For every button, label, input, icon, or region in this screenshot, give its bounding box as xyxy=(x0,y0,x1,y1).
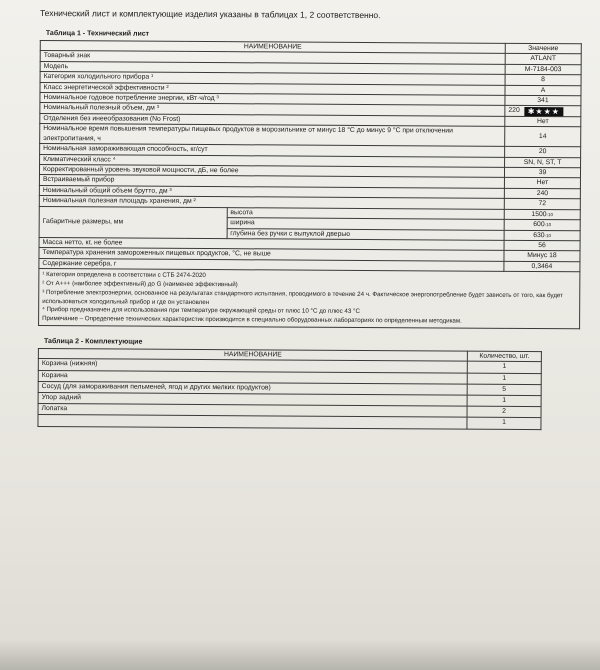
component-qty: 1 xyxy=(467,361,541,373)
dimension-value-cell xyxy=(504,209,580,220)
dimension-tolerance: -10 xyxy=(544,232,552,238)
row-value: 14 xyxy=(505,127,581,147)
row-value: 20 xyxy=(505,147,581,158)
component-name xyxy=(38,415,467,429)
row-name: Класс энергетической эффективности ² xyxy=(40,82,505,95)
header-qty: Количество, шт. xyxy=(467,351,541,362)
table1-notes-row xyxy=(39,269,580,329)
row-value: 341 xyxy=(505,95,581,106)
row-name: Модель xyxy=(40,61,505,74)
dimension-name: ширина xyxy=(227,218,504,230)
bottom-shadow xyxy=(0,640,600,670)
footnote: Примечание – Определение технических характеристик производится в специально оборудованных лабораториях по определенным методикам. xyxy=(42,315,462,325)
component-name: Корзина xyxy=(38,370,467,384)
dimension-tolerance: -10 xyxy=(546,211,554,217)
row-name: Корректированный уровень звуковой мощности, дБ, не более xyxy=(39,165,504,178)
component-qty: 1 xyxy=(467,417,541,429)
row-value: Нет xyxy=(504,178,580,189)
dimension-name: глубина без ручки с выпуклой дверью xyxy=(227,228,504,240)
technical-sheet-table xyxy=(38,40,582,329)
row-value: 220 xyxy=(508,107,520,115)
row-name: Содержание серебра, г xyxy=(39,258,504,271)
component-qty: 5 xyxy=(467,384,541,396)
component-qty: 1 xyxy=(467,373,541,385)
row-name: Номинальное годовое потребление энергии, кВт·ч/год ³ xyxy=(40,93,505,106)
dimension-name: высота xyxy=(227,207,504,219)
row-value-cell xyxy=(505,106,581,117)
component-name: Сосуд (для замораживания пельменей, ягод и других мелких продуктов) xyxy=(38,381,467,395)
row-name: Масса нетто, кг, не более xyxy=(39,237,504,250)
row-value: М-7184-003 xyxy=(505,64,581,75)
table-row xyxy=(38,415,541,429)
row-name: Категория холодильного прибора ¹ xyxy=(40,72,505,85)
footnote: ² От А+++ (наиболее эффективный) до G (наименее эффективный) xyxy=(42,279,238,289)
row-value: 56 xyxy=(504,240,580,251)
row-name: Отделения без инееобразования (No Frost) xyxy=(40,113,505,126)
components-table xyxy=(37,348,541,430)
freezer-star-rating: ✱★★★ xyxy=(525,107,563,116)
row-value: 72 xyxy=(504,199,580,210)
row-name: Номинальная полезная площадь хранения, дм ² xyxy=(39,196,504,209)
component-name: Лопатка xyxy=(38,404,467,418)
row-name: Встраиваемый прибор xyxy=(39,175,504,188)
table1-caption: Таблица 1 - Технический лист xyxy=(45,30,150,38)
dimension-tolerance: -10 xyxy=(544,222,552,228)
row-value: 0,3464 xyxy=(504,261,580,272)
component-qty: 1 xyxy=(467,395,541,407)
table2-caption: Таблица 2 - Комплектующие xyxy=(43,337,143,346)
row-name: Номинальный общий объем брутто, дм ³ xyxy=(39,185,504,198)
component-name: Упор задний xyxy=(38,392,467,406)
row-value: 39 xyxy=(504,167,580,178)
row-value: 8 xyxy=(505,75,581,86)
row-name: Номинальный полезный объем, дм ³ xyxy=(40,103,505,116)
row-name: Температура хранения замороженных пищевых продуктов, °С, не выше xyxy=(39,248,504,261)
dimensions-label: Габаритные размеры, мм xyxy=(39,206,227,238)
row-name: Товарный знак xyxy=(40,51,505,64)
footnote: ⁴ Прибор предназначен для использования при температуре окружающей среды от плюс 10 °С до плюс 43 °С xyxy=(42,306,360,316)
row-name: Климатический класс ⁴ xyxy=(40,154,505,167)
header-name: НАИМЕНОВАНИЕ xyxy=(40,41,505,54)
component-name: Корзина (нижняя) xyxy=(38,359,467,373)
header-name: НАИМЕНОВАНИЕ xyxy=(38,348,467,361)
dimension-value: 1500 xyxy=(531,210,547,218)
notes xyxy=(39,269,580,329)
row-name: Номинальная замораживающая способность, кг/сут xyxy=(40,144,505,157)
document xyxy=(37,8,582,430)
header-value: Значение xyxy=(505,43,581,54)
row-value: A xyxy=(505,85,581,96)
component-qty: 2 xyxy=(467,406,541,418)
footnote: ³ Потребление электроэнергии, основанное на результатах стандартного испытания, проводимого в течение 24 ч. Фактическое энергопотребление будет зависеть от того, как будет использоваться холодильный прибор и где он установлен xyxy=(42,288,564,306)
dimension-value-cell xyxy=(504,219,580,230)
dimension-value: 600 xyxy=(533,221,545,229)
row-name: Номинальное время повышения температуры пищевых продуктов в морозильнике от минус 18 °С до минус 9 °С при отключении электропитания, ч xyxy=(40,124,505,147)
dimension-value: 630 xyxy=(533,231,545,239)
row-value: ATLANT xyxy=(505,54,581,65)
intro-text: Технический лист и комплектующие изделия указаны в таблицах 1, 2 соответственно. xyxy=(39,8,381,21)
dimension-value-cell xyxy=(504,230,580,241)
footnote: ¹ Категория определена в соответствии с СТБ 2474-2020 xyxy=(42,271,206,280)
row-value: 240 xyxy=(504,188,580,199)
row-value: Минус 18 xyxy=(504,251,580,262)
row-value: SN, N, ST, T xyxy=(505,157,581,168)
row-value: Нет xyxy=(505,116,581,127)
